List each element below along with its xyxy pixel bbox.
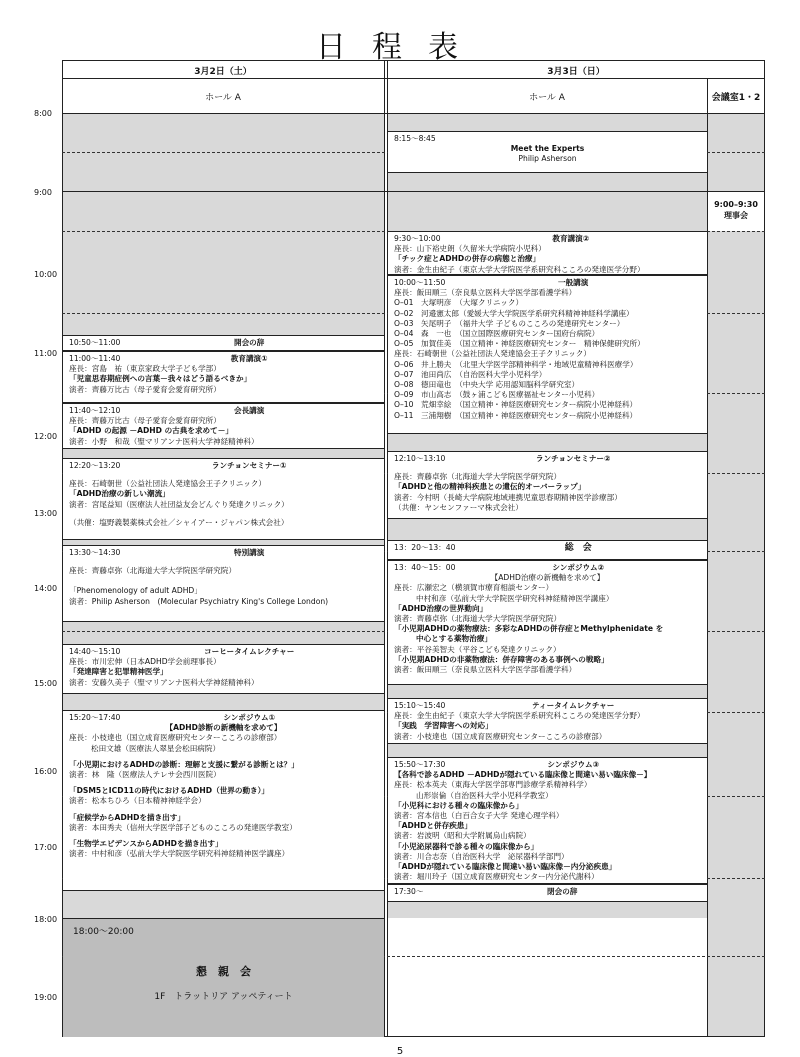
page-number: 5 bbox=[396, 1046, 404, 1057]
general-line: O–11 三浦翔樹 （国立精神・神経医療研究センター病院小児神経科） bbox=[394, 410, 638, 420]
sponsor: （共催：塩野義製薬株式会社／シャイアー・ジャパン株式会社） bbox=[69, 517, 289, 527]
symposium-line: 座長：広瀬宏之（横須賀市療育相談センター） bbox=[394, 583, 554, 593]
symposium-line: 「小児期におけるADHDの診断：理解と支援に繋がる診断とは？」 bbox=[69, 759, 299, 769]
speaker: Philip Asherson bbox=[518, 154, 577, 164]
session-title: 会長講演 bbox=[234, 406, 265, 415]
chair: 座長：金生由紀子（東京大学大学院医学系研究科こころの発達医学分野） bbox=[394, 711, 645, 721]
chair: 座長：宮島 祐（東京家政大学子ども学部） bbox=[69, 364, 221, 374]
venue: 1F トラットリア アッペティート bbox=[154, 992, 293, 1002]
time-label: 9:00 bbox=[34, 188, 52, 197]
time-label: 8:00 bbox=[34, 109, 52, 118]
symposium-line: 「ADHDと併存疾患」 bbox=[394, 821, 472, 831]
general-line: O–10 荒畑幸絵 （国立精神・神経医療研究センター病院小児神経科） bbox=[394, 400, 638, 410]
time-label: 11:00 bbox=[34, 349, 58, 358]
board-time: 9:00–9:30 bbox=[714, 200, 758, 209]
general-line: O–09 市山高志 （鼓ヶ浦こども医療福祉センター小児科） bbox=[394, 390, 600, 400]
luncheon-seminar-1 bbox=[63, 458, 384, 540]
session-time: 12:10～13:10 bbox=[394, 454, 446, 463]
time-label: 18:00 bbox=[34, 915, 58, 924]
session-title: 一般講演 bbox=[558, 278, 589, 287]
time-label: 17:00 bbox=[34, 843, 58, 852]
symposium-line: 演者：中村和彦（弘前大学大学院医学研究科神経精神医学講座） bbox=[69, 849, 290, 859]
symposium-line: 「小児期ADHDの薬物療法：多彩なADHDの併存症とMethylphenidate を bbox=[394, 624, 664, 634]
speaker: 演者：小枝達也（国立成育医療研究センターこころの診療部） bbox=[394, 731, 607, 741]
chair: 座長：齊藤万比古（母子愛育会愛育研究所） bbox=[69, 416, 221, 426]
symposium-line: 演者：岩波明（昭和大学附属烏山病院） bbox=[394, 831, 531, 841]
symposium-line: 演者：宮本信也（白百合女子大学 発達心理学科） bbox=[394, 811, 564, 821]
reception-party bbox=[63, 918, 384, 1037]
time-label: 10:00 bbox=[34, 270, 58, 279]
lecture-title: 「児童思春期症例への言葉－我々はどう語るべきか」 bbox=[69, 374, 252, 384]
session-time: 13:30～14:30 bbox=[69, 548, 121, 557]
symposium-line: 演者：川合志奈（自治医科大学 泌尿器科学部門） bbox=[394, 851, 569, 861]
lecture-title: 「発達障害と犯罪精神医学」 bbox=[69, 667, 168, 677]
session-time: 18:00～20:00 bbox=[73, 927, 134, 937]
symposium-line: 山形崇倫（自治医科大学小児科学教室） bbox=[416, 790, 553, 800]
symposium-line: 「小児科における種々の臨床像から」 bbox=[394, 800, 524, 810]
time-label: 19:00 bbox=[34, 993, 58, 1002]
session-time: 15:10～15:40 bbox=[394, 701, 446, 710]
session-title: 閉会の辞 bbox=[547, 887, 578, 896]
opening-remarks bbox=[63, 335, 384, 351]
session-title: 特別講演 bbox=[234, 548, 265, 557]
board-meeting bbox=[708, 192, 764, 231]
session-title: 総 会 bbox=[564, 543, 592, 553]
symposium-line: 中心とする薬物治療」 bbox=[416, 634, 492, 644]
speaker: 演者：安藤久美子（聖マリアンナ医科大学神経精神科） bbox=[69, 677, 259, 687]
speaker: 演者：齊藤万比古（母子愛育会愛育研究所） bbox=[69, 384, 221, 394]
symposium-line: 「小児泌尿器科で診る種々の臨床像から」 bbox=[394, 841, 539, 851]
room12-header: 会議室1・2 bbox=[711, 93, 761, 103]
luncheon-seminar-2 bbox=[388, 451, 707, 519]
general-line: O–05 加賀佳美 （国立精神・神経医療研究センター 精神保健研究所） bbox=[394, 339, 645, 349]
session-title: 教育講演② bbox=[552, 234, 590, 243]
session-time: 12:20～13:20 bbox=[69, 461, 121, 470]
general-presentations bbox=[388, 275, 707, 434]
session-title: シンポジウム② bbox=[552, 563, 605, 572]
hall-a-header: ホール A bbox=[529, 93, 565, 103]
session-title: Meet the Experts bbox=[510, 144, 585, 154]
symposium-line: 演者：飯田順三（奈良県立医科大学医学部看護学科） bbox=[394, 665, 577, 675]
speaker: 演者：今村明（長崎大学病院地域連携児童思春期精神医学診療部） bbox=[394, 492, 622, 502]
session-title: ティータイムレクチャー bbox=[531, 701, 615, 710]
page-title: 日程表 bbox=[316, 30, 484, 65]
lecture-title: 「チック症とADHDの併存の病態と治療」 bbox=[394, 254, 541, 264]
lecture-title: 「ADHD の起源 －ADHD の古典を求めて－」 bbox=[69, 426, 233, 436]
row-divider bbox=[62, 113, 765, 114]
session-title: 教育講演① bbox=[230, 354, 268, 363]
symposium-line: 「DSM5とICD11の時代におけるADHD（世界の動き）」 bbox=[69, 786, 270, 796]
symposium-1 bbox=[63, 710, 384, 891]
time-label: 12:00 bbox=[34, 432, 58, 441]
presidential-lecture bbox=[63, 403, 384, 449]
col-divider bbox=[384, 60, 385, 1037]
symposium-line: 「ADHDが隠れている臨床像と間違い易い臨床像－内分泌疾患」 bbox=[394, 862, 617, 872]
closing-remarks bbox=[388, 884, 707, 902]
general-line: O–07 池田尚広 （自治医科大学小児科学） bbox=[394, 369, 547, 379]
session-title: ランチョンセミナー① bbox=[211, 461, 287, 470]
session-time: 13：40～15：00 bbox=[394, 563, 456, 572]
symposium-3 bbox=[388, 757, 707, 884]
symposium-theme: 【ADHD治療の新機軸を求めて】 bbox=[490, 573, 605, 583]
general-line: O–02 河邉憲太郎（愛媛大学大学院医学系研究科精神神経科学講座） bbox=[394, 308, 634, 318]
session-time: 14:40～15:10 bbox=[69, 647, 121, 656]
session-time: 15:50～17:30 bbox=[394, 760, 446, 769]
session-time: 10:50～11:00 bbox=[69, 338, 121, 347]
symposium-line: 「生物学エビデンスからADHDを描き出す」 bbox=[69, 839, 223, 849]
lecture-title: 「ADHD治療の新しい潮流」 bbox=[69, 489, 170, 499]
session-time: 13：20～13：40 bbox=[394, 543, 456, 552]
symposium-line: 演者：松本ちひろ（日本精神神経学会） bbox=[69, 796, 206, 806]
symposium-line: 演者：齊藤卓弥（北海道大学大学院医学研究院） bbox=[394, 614, 562, 624]
general-assembly bbox=[388, 540, 707, 560]
session-title: シンポジウム① bbox=[223, 713, 276, 722]
lecture-title: 「ADHDと他の精神科疾患との遺伝的オーバーラップ」 bbox=[394, 482, 586, 492]
session-time: 15:20～17:40 bbox=[69, 713, 121, 722]
sponsor: （共催：ヤンセンファーマ株式会社） bbox=[394, 502, 523, 512]
symposium-line: 中村和彦（弘前大学大学院医学研究科神経精神医学講座） bbox=[416, 593, 614, 603]
symposium-line: 演者：平谷美智夫（平谷こども発達クリニック） bbox=[394, 644, 561, 654]
hour-line bbox=[62, 191, 765, 192]
row-divider bbox=[62, 78, 765, 79]
lecture-title: 「Phenomenology of adult ADHD」 bbox=[69, 586, 202, 596]
time-label: 13:00 bbox=[34, 509, 58, 518]
chair: 座長：市川宏伸（日本ADHD学会前理事長） bbox=[69, 657, 221, 667]
meet-the-experts bbox=[388, 131, 707, 173]
board-label: 理事会 bbox=[724, 211, 748, 220]
symposium-theme: 【ADHD診断の新機軸を求めて】 bbox=[165, 723, 282, 733]
symposium-line: 座長：松本英夫（東海大学医学部専門診療学系精神科学） bbox=[394, 780, 592, 790]
education-lecture-1 bbox=[63, 351, 384, 403]
general-line: 座長：飯田順三（奈良県立医科大学医学部看護学科） bbox=[394, 288, 577, 298]
education-lecture-2 bbox=[388, 231, 707, 275]
session-time: 10:00～11:50 bbox=[394, 278, 446, 287]
general-line: O–04 森 一也 （国立国際医療研究センター国府台病院） bbox=[394, 329, 600, 339]
session-time: 11:00～11:40 bbox=[69, 354, 121, 363]
speaker: 演者：金生由紀子（東京大学大学院医学系研究科こころの発達医学分野） bbox=[394, 264, 645, 274]
time-label: 15:00 bbox=[34, 679, 58, 688]
special-lecture bbox=[63, 545, 384, 622]
symposium-line: 演者：本田秀夫（信州大学医学部子どものこころの発達医学教室） bbox=[69, 822, 297, 832]
chair: 座長：齊藤卓弥（北海道大学大学院医学研究院） bbox=[69, 566, 237, 576]
session-title: 開会の辞 bbox=[234, 338, 265, 347]
chair: 座長：齊藤卓弥（北海道大学大学院医学研究院） bbox=[394, 472, 562, 482]
symposium-line: 「ADHD治療の世界動向」 bbox=[394, 603, 488, 613]
symposium-line: 「症候学からADHDを描き出す」 bbox=[69, 812, 185, 822]
lecture-title: 「実践 学習障害への対応」 bbox=[394, 721, 493, 731]
day1-header: 3月2日（土） bbox=[194, 67, 252, 77]
session-time: 11:40～12:10 bbox=[69, 406, 121, 415]
symposium-line: 演者：林 隆（医療法人テレサ会西川医院） bbox=[69, 770, 221, 780]
time-label: 14:00 bbox=[34, 584, 58, 593]
chair: 座長：山下裕史朗（久留米大学病院小児科） bbox=[394, 244, 546, 254]
general-line: O–03 矢尾明子 （福井大学 子どものこころの発達研究センター） bbox=[394, 318, 625, 328]
session-time: 8:15～8:45 bbox=[394, 134, 436, 143]
general-line: O–06 井上勝夫 （北里大学医学部精神科学・地域児童精神科医療学） bbox=[394, 359, 638, 369]
speaker: 演者：宮尾益知（医療法人社団益友会どんぐり発達クリニック） bbox=[69, 499, 289, 509]
symposium-2 bbox=[388, 560, 707, 685]
general-line: O–01 大塚明彦 （大塚クリニック） bbox=[394, 298, 524, 308]
coffee-time-lecture bbox=[63, 644, 384, 694]
session-title: ランチョンセミナー② bbox=[535, 454, 611, 463]
day2-header: 3月3日（日） bbox=[547, 67, 605, 77]
general-line: 座長：石崎朝世（公益社団法人発達協会王子クリニック） bbox=[394, 349, 591, 359]
general-line: O–08 徳田竜也 （中央大学 応用認知脳科学研究室） bbox=[394, 380, 580, 390]
session-time: 17:30～ bbox=[394, 887, 424, 896]
time-label: 16:00 bbox=[34, 767, 58, 776]
symposium-line: 座長：小枝達也（国立成育医療研究センターこころの診療部） bbox=[69, 733, 282, 743]
symposium-theme: 【各科で診るADHD －ADHDが隠れている臨床像と間違い易い臨床像－】 bbox=[394, 770, 652, 780]
hall-a-header: ホール A bbox=[205, 93, 241, 103]
session-title: コーヒータイムレクチャー bbox=[204, 647, 295, 656]
symposium-line: 松田文雄（医療法人翠星会松田病院） bbox=[91, 743, 221, 753]
symposium-line: 演者：堀川玲子（国立成育医療研究センター内分泌代謝科） bbox=[394, 872, 599, 882]
session-title: 懇 親 会 bbox=[196, 965, 251, 978]
session-time: 9:30～10:00 bbox=[394, 234, 441, 243]
speaker: 演者：Philip Asherson (Molecular Psychiatry King's College London) bbox=[69, 596, 329, 606]
tea-time-lecture bbox=[388, 698, 707, 744]
symposium-line: 「小児期ADHDの非薬物療法：併存障害のある事例への戦略」 bbox=[394, 654, 609, 664]
speaker: 演者：小野 和哉（聖マリアンナ医科大学神経精神科） bbox=[69, 436, 259, 446]
session-title: シンポジウム③ bbox=[547, 760, 600, 769]
chair: 座長：石崎朝世（公益社団法人発達協会王子クリニック） bbox=[69, 479, 266, 489]
